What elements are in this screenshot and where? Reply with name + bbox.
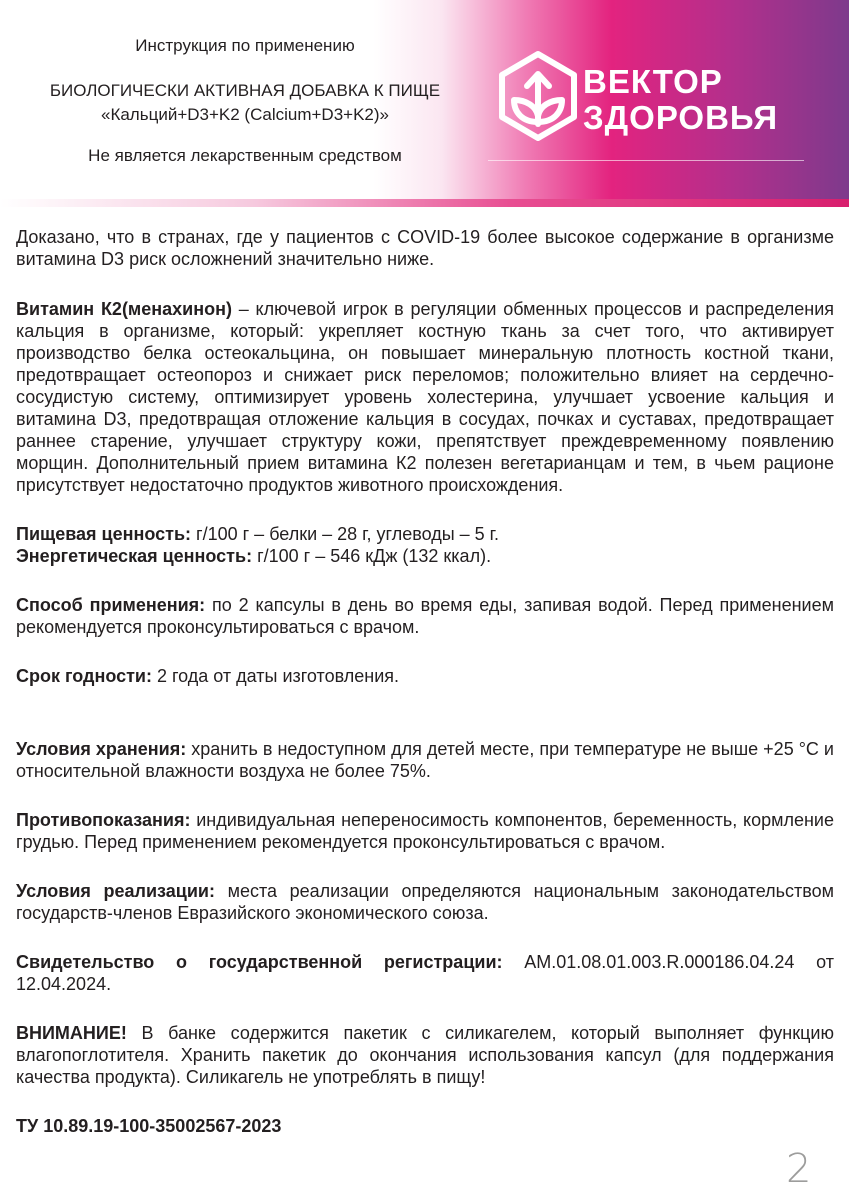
product-type: БИОЛОГИЧЕСКИ АКТИВНАЯ ДОБАВКА К ПИЩЕ [49, 81, 441, 100]
shelf-life-paragraph [16, 665, 834, 687]
storage-text: хранить в недоступном для детей месте, при температуре не выше +25 °С и относительной влажности воздуха не более 75%. [16, 739, 834, 781]
usage-paragraph [16, 594, 834, 638]
registration-text: AM.01.08.01.003.R.000186.04.24 от 12.04.2024. [16, 952, 835, 994]
intro-paragraph: Доказано, что в странах, где у пациентов с COVID-19 более высокое содержание в организме витамина D3 риск осложнений значительно ниже. [16, 227, 834, 269]
energy-label: Энергетическая ценность: [16, 546, 253, 566]
storage-paragraph [16, 738, 834, 782]
energy-text: г/100 г – 546 кДж (132 ккал). [252, 546, 492, 566]
registration-label: Свидетельство о государственной регистрации: [16, 952, 503, 972]
warning-paragraph [16, 1022, 834, 1088]
product-name: «Кальций+D3+K2 (Calcium+D3+K2)» [101, 105, 389, 124]
usage-label: Способ применения: [16, 595, 206, 615]
contraindications-label: Противопоказания: [16, 810, 191, 830]
tu-code: ТУ 10.89.19-100-35002567-2023 [16, 1116, 282, 1136]
disclaimer: Не является лекарственным средством [88, 146, 402, 165]
instruction-title: Инструкция по применению [135, 36, 355, 55]
sales-conditions-paragraph [16, 880, 834, 924]
vitamin-k2-label: Витамин К2(менахинон) [16, 299, 232, 319]
leaf-arrow-logo-icon [496, 50, 580, 144]
nutrition-label: Пищевая ценность: [16, 524, 192, 544]
shelf-life-label: Срок годности: [16, 666, 152, 686]
storage-label: Условия хранения: [16, 739, 187, 759]
contraindications-text: индивидуальная непереносимость компонентов, беременность, кормление грудью. Перед применением рекомендуется проконсультироваться с врачом. [16, 810, 834, 852]
warning-text: В банке содержится пакетик с силикагелем, который выполняет функцию влагопоглотителя. Хранить пакетик до окончания использования капсул (для поддержания качества продукта). Силикагель не употреблять в пищу! [16, 1023, 834, 1087]
energy-paragraph [16, 545, 834, 567]
header-accent-bar [0, 199, 849, 207]
vitamin-k2-text: – ключевой игрок в регуляции обменных процессов и распределения кальция в организме, который: укрепляет костную ткань за счет того, что активирует производство белка остеокальцина, он повышает минеральную плотность костной ткани, предотвращает остеопороз и снижает риск переломов; положительно влияет на сердечно-сосудистую систему, оптимизирует уровень холестерина, улучшает усвоение кальция и витамина D3, предотвращая отложение кальция в сосудах, почках и суставах, предотвращает раннее старение, улучшает структуру кожи, препятствует преждевременному появлению морщин. Дополнительный прием витамина К2 полезен вегетарианцам и тем, в чьем рационе присутствует недостаточно продуктов животного происхождения. [16, 299, 834, 495]
sales-conditions-label: Условия реализации: [16, 881, 215, 901]
registration-paragraph [16, 951, 834, 995]
warning-label: ВНИМАНИЕ! [16, 1023, 127, 1043]
tu-paragraph [16, 1115, 834, 1137]
brand-line-2: ЗДОРОВЬЯ [583, 99, 779, 136]
vitamin-k2-paragraph [16, 298, 834, 496]
usage-text: по 2 капсулы в день во время еды, запивая водой. Перед применением рекомендуется проконсультироваться с врачом. [16, 595, 834, 637]
page-number: 2 [786, 1146, 812, 1192]
brand-divider [488, 160, 804, 161]
contraindications-paragraph [16, 809, 834, 853]
brand-name [583, 64, 778, 136]
brand-line-1: ВЕКТОР [583, 63, 723, 100]
nutrition-text: г/100 г – белки – 28 г, углеводы – 5 г. [191, 524, 500, 544]
shelf-life-text: 2 года от даты изготовления. [151, 666, 399, 686]
sales-conditions-text: места реализации определяются национальным законодательством государств-членов Евразийского экономического союза. [16, 881, 834, 923]
instruction-body [16, 226, 834, 1137]
nutrition-paragraph [16, 523, 834, 545]
